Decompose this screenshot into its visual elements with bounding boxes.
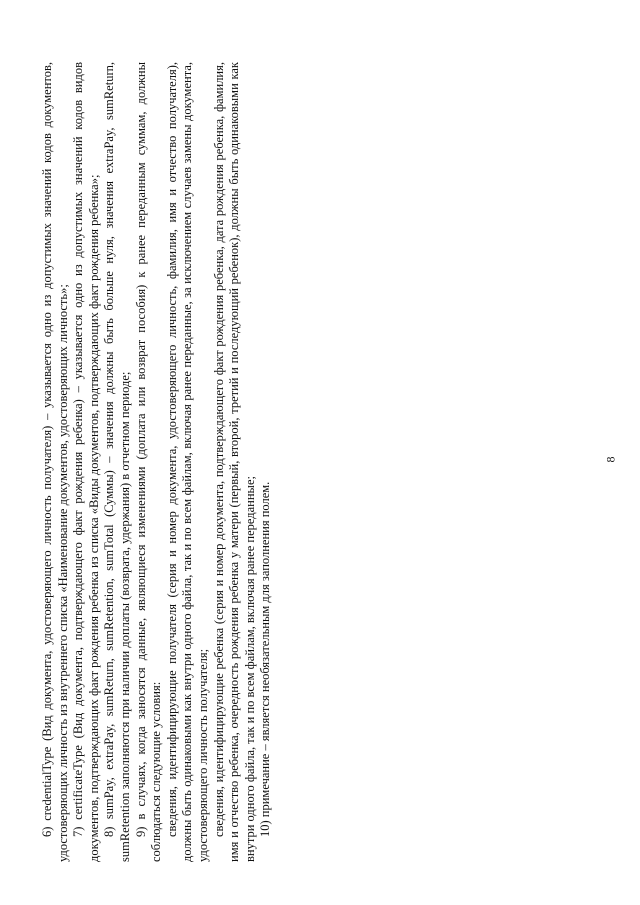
paragraph-9-changes: 9) в случаях, когда заносятся данные, являющиеся изменениями (доплата или возврат пособия) к ранее переданным суммам, должны соблюдаться следующие условия: <box>133 62 164 862</box>
paragraph-child-identification: сведения, идентифицирующие ребенка (серия и номер документа, подтверждающего факт рождения ребенка, дата рождения ребенка, фамилия, имя и отчество ребенка, очередность рождения ребенка у матери (первый, второй, третий и последующий ребенок), должны быть одинаковыми как внутри одного файла, так и по всем файлам, включая ранее переданные; <box>211 62 257 862</box>
paragraph-6-credential-type: 6) credentialType (Вид документа, удостоверяющего личность получателя) – указывается одно из допустимых значений кодов документов, удостоверяющих личность из внутреннего списка «Наименование документов, удостоверяющих личность»; <box>40 62 70 862</box>
rotated-text-block <box>40 62 274 862</box>
paragraph-7-certificate-type: 7) certificateType (Вид документа, подтверждающего факт рождения ребенка) – указывается одно из допустимых значений кодов видов документов, подтверждающих факт рождения ребенка из списка «Виды документов, подтверждающих факт рождения ребенка»; <box>71 62 101 862</box>
paragraph-recipient-identification: сведения, идентифицирующие получателя (серия и номер документа, удостоверяющего личность, фамилия, имя и отчество получателя), должны быть одинаковыми как внутри одного файла, так и по всем файлам, включая ранее переданные, за исключением случаев замены документа, удостоверяющего личность получателя; <box>164 62 210 862</box>
paragraph-8-sums: 8) sumPay, extraPay, sumReturn, sumRetention, sumTotal (Суммы) – значения должны быть больше нуля, значения extraPay, sumReturn, sumRetention заполняются при наличии доплаты (возврата, удержания) в отчетном периоде; <box>102 62 132 862</box>
page-number: 8 <box>603 456 618 463</box>
paragraph-10-note: 10) примечание – является необязательным для заполнения полем. <box>258 481 273 837</box>
